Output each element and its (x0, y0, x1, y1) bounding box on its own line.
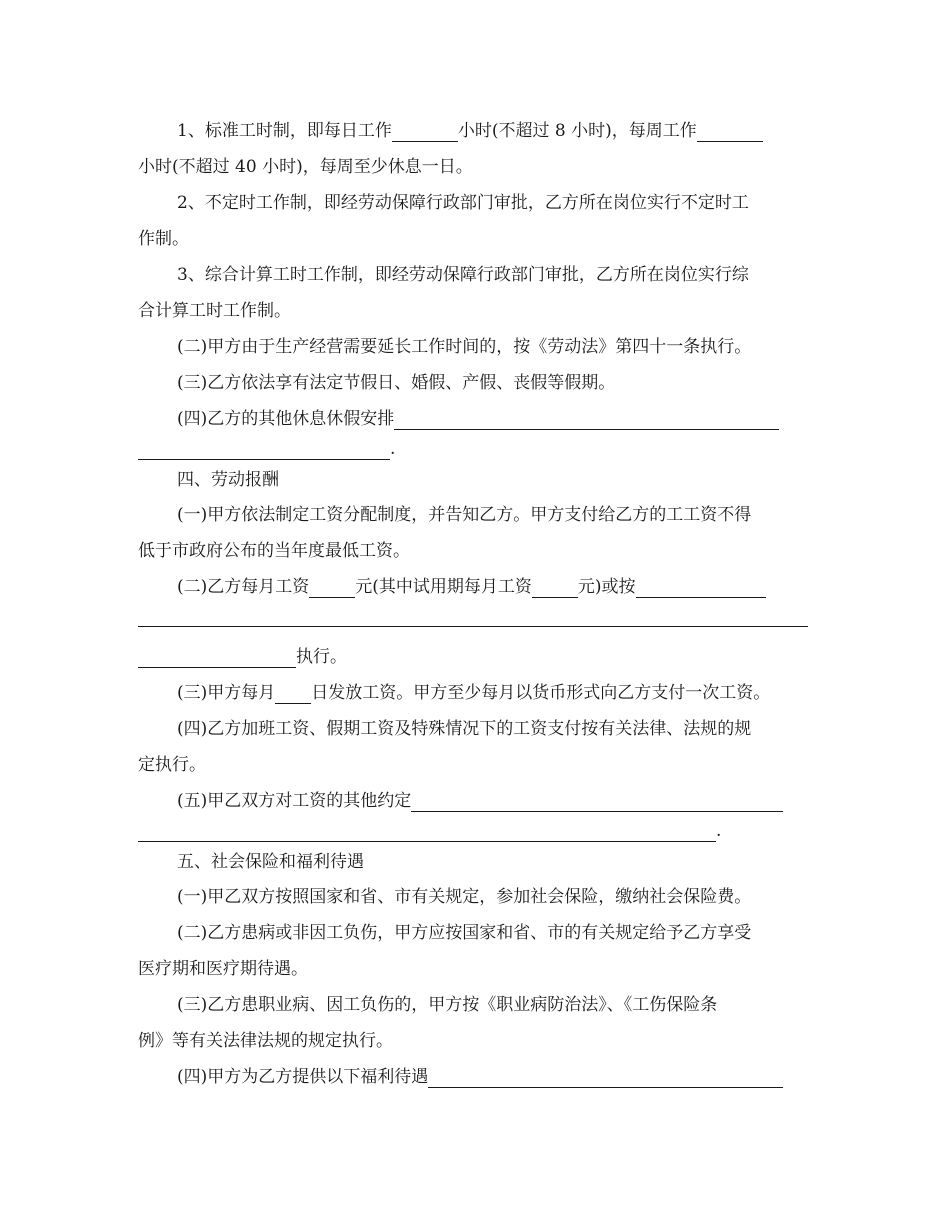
clause-text: 合计算工时工作制。 (138, 301, 291, 321)
clause-work-injury-line1 (177, 994, 717, 1016)
clause-other-leave-cont (138, 438, 395, 460)
clause-other-wage-terms (177, 790, 783, 812)
clause-welfare (177, 1066, 783, 1088)
other-leave-blank[interactable] (394, 413, 779, 430)
clause-standard-hours-line1 (177, 120, 763, 142)
clause-end-mark: . (716, 821, 722, 841)
other-leave-blank-cont[interactable] (138, 443, 390, 460)
clause-sick-leave-line1 (177, 922, 751, 944)
clause-sick-leave-line2 (138, 958, 308, 980)
clause-wage-system-line1 (177, 504, 751, 526)
clause-text: 作制。 (138, 229, 189, 249)
clause-text: (一)甲方依法制定工资分配制度，并告知乙方。甲方支付给乙方的工工资不得 (177, 505, 752, 525)
clause-overtime-pay-line2 (138, 754, 206, 776)
wage-basis-blank-end[interactable] (138, 651, 296, 668)
clause-text: 低于市政府公布的当年度最低工资。 (138, 541, 410, 561)
weekly-hours-blank[interactable] (697, 125, 763, 142)
clause-holidays (177, 372, 615, 394)
clause-text: 1、标准工时制，即每日工作 (177, 121, 392, 141)
clause-comprehensive-hours-line1 (177, 264, 749, 286)
payday-blank[interactable] (275, 687, 311, 704)
clause-text: 小时(不超过 40 小时)，每周至少休息一日。 (138, 157, 473, 177)
monthly-wage-blank[interactable] (309, 581, 355, 598)
clause-text: 定执行。 (138, 755, 206, 775)
clause-monthly-wage (177, 576, 766, 598)
daily-hours-blank[interactable] (392, 125, 458, 142)
clause-text: 元(其中试用期每月工资 (355, 577, 532, 597)
section-heading-remuneration (177, 469, 279, 491)
clause-flexible-hours-line2 (138, 228, 189, 250)
clause-text: (一)甲乙双方按照国家和省、市有关规定，参加社会保险，缴纳社会保险费。 (177, 887, 752, 907)
clause-text: (三)甲方每月 (177, 683, 276, 703)
clause-other-leave (177, 408, 779, 430)
other-wage-terms-blank[interactable] (411, 795, 783, 812)
clause-overtime-pay-line1 (177, 718, 751, 740)
clause-standard-hours-line2 (138, 156, 473, 178)
clause-text: 执行。 (296, 647, 347, 667)
clause-flexible-hours-line1 (177, 192, 749, 214)
clause-text: (二)甲方由于生产经营需要延长工作时间的，按《劳动法》第四十一条执行。 (177, 337, 752, 357)
welfare-blank[interactable] (428, 1071, 783, 1088)
section-heading-social-insurance (177, 851, 364, 873)
clause-text: (三)乙方依法享有法定节假日、婚假、产假、丧假等假期。 (177, 373, 616, 393)
clause-text: (五)甲乙双方对工资的其他约定 (177, 791, 412, 811)
clause-text: 例》等有关法律法规的规定执行。 (138, 1031, 393, 1051)
clause-text: 2、不定时工作制，即经劳动保障行政部门审批，乙方所在岗位实行不定时工 (177, 193, 749, 213)
clause-overtime (177, 336, 751, 358)
clause-end-mark: . (390, 439, 396, 459)
clause-text: (二)乙方患病或非因工负伤，甲方应按国家和省、市的有关规定给予乙方享受 (177, 923, 752, 943)
clause-text: (三)乙方患职业病、因工负伤的，甲方按《职业病防治法》、《工伤保险条 (177, 995, 718, 1015)
clause-wage-system-line2 (138, 540, 410, 562)
clause-text: 日发放工资。甲方至少每月以货币形式向乙方支付一次工资。 (311, 683, 771, 703)
clause-text: (四)乙方的其他休息休假安排 (177, 409, 395, 429)
clause-payday (177, 682, 770, 704)
clause-work-injury-line2 (138, 1030, 393, 1052)
probation-wage-blank[interactable] (532, 581, 578, 598)
clause-monthly-wage-end (138, 646, 347, 668)
wage-basis-blank-line[interactable] (138, 626, 808, 627)
clause-social-insurance (177, 886, 751, 908)
clause-comprehensive-hours-line2 (138, 300, 291, 322)
clause-text: (四)甲方为乙方提供以下福利待遇 (177, 1067, 429, 1087)
clause-other-wage-terms-cont (138, 820, 721, 842)
clause-text: (二)乙方每月工资 (177, 577, 310, 597)
clause-text: 小时(不超过 8 小时)，每周工作 (457, 121, 697, 141)
section-heading: 四、劳动报酬 (177, 470, 279, 490)
clause-text: 3、综合计算工时工作制，即经劳动保障行政部门审批，乙方所在岗位实行综 (177, 265, 749, 285)
clause-text: 元)或按 (577, 577, 636, 597)
wage-basis-blank[interactable] (636, 581, 766, 598)
clause-text: 医疗期和医疗期待遇。 (138, 959, 308, 979)
clause-text: (四)乙方加班工资、假期工资及特殊情况下的工资支付按有关法律、法规的规 (177, 719, 752, 739)
section-heading: 五、社会保险和福利待遇 (177, 852, 364, 872)
other-wage-terms-blank-cont[interactable] (138, 825, 716, 842)
